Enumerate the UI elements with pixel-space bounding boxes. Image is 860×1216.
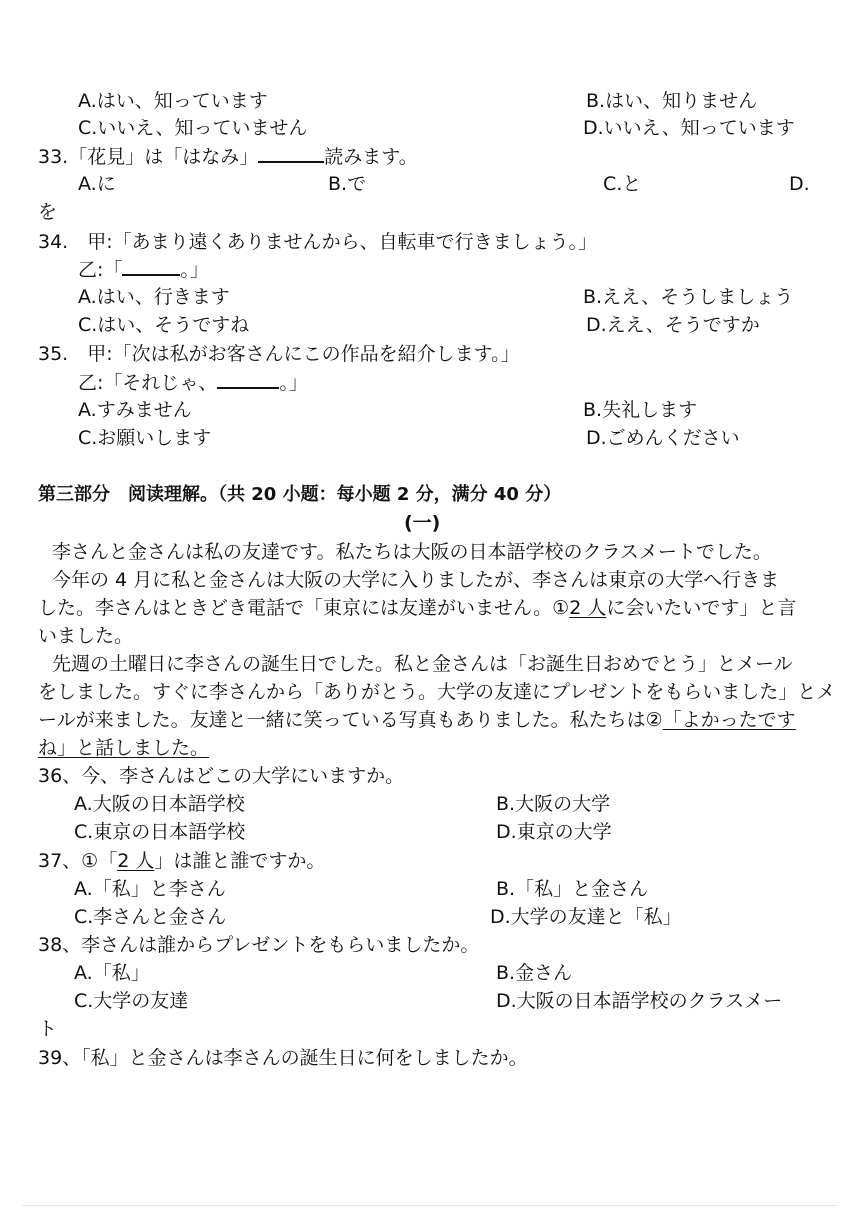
- q33-stem-text: 33.「花見」は「はなみ」: [38, 146, 259, 168]
- q32-option-d[interactable]: D.いいえ、知っています: [583, 117, 795, 139]
- q35-option-a[interactable]: A.すみません: [78, 399, 192, 421]
- q36-option-c[interactable]: C.東京の日本語学校: [74, 821, 246, 843]
- q38-stem: 38、李さんは誰からプレゼントをもらいましたか。: [38, 934, 480, 956]
- underlined-reference-2: 「よかったです: [662, 709, 796, 731]
- passage-paragraph-1: 李さんと金さんは私の友達です。私たちは大阪の日本語学校のクラスメートでした。: [52, 541, 772, 563]
- q39-stem: 39、「私」と金さんは李さんの誕生日に何をしましたか。: [38, 1047, 528, 1069]
- passage-paragraph-2-line-2: [38, 595, 796, 621]
- section-heading: 第三部分 阅读理解。（共 20 小题：每小题 2 分，满分 40 分）: [38, 484, 562, 505]
- passage-text: に会いたいです」と言: [606, 597, 797, 619]
- q34-option-d[interactable]: D.ええ、そうですか: [586, 314, 760, 336]
- passage-paragraph-3-line-2: をしました。すぐに李さんから「ありがとう。大学の友達にプレゼントをもらいました」とメ: [38, 681, 836, 703]
- q34-blank: [122, 256, 180, 276]
- q37-stem-tail: 」は誰と誰ですか。: [154, 850, 326, 872]
- q34-reply-open: 乙:「: [78, 259, 123, 281]
- q37-stem: [38, 848, 325, 874]
- passage-text: した。李さんはときどき電話で「東京には友達がいません。①: [38, 597, 570, 619]
- q33-option-a[interactable]: A.に: [78, 173, 116, 195]
- q36-option-a[interactable]: A.大阪の日本語学校: [74, 793, 245, 815]
- q34-option-b[interactable]: B.ええ、そうしましょう: [583, 286, 794, 308]
- passage-paragraph-3-line-4: [38, 735, 209, 761]
- q32-option-c[interactable]: C.いいえ、知っていません: [78, 117, 308, 139]
- q34-reply-close: 。」: [180, 259, 209, 281]
- q37-option-c[interactable]: C.李さんと金さん: [74, 906, 227, 928]
- page-bottom-rule: [22, 1205, 838, 1206]
- q37-stem-text: 37、①「: [38, 850, 118, 872]
- q34-reply: [78, 256, 209, 283]
- q35-stem: 35. 甲:「次は私がお客さんにこの作品を紹介します。」: [38, 343, 520, 365]
- q33-option-d-wrap: を: [38, 201, 58, 223]
- passage-paragraph-3-line-3: [38, 707, 796, 733]
- q37-option-a[interactable]: A.「私」と李さん: [74, 878, 226, 900]
- q33-stem: [38, 143, 418, 170]
- q33-option-b[interactable]: B.で: [328, 173, 367, 195]
- passage-text: ールが来ました。友達と一緒に笑っている写真もありました。私たちは②: [38, 709, 663, 731]
- passage-paragraph-3-line-1: 先週の土曜日に李さんの誕生日でした。私と金さんは「お誕生日おめでとう」とメール: [52, 653, 793, 675]
- q34-option-c[interactable]: C.はい、そうですね: [78, 314, 250, 336]
- q38-option-a[interactable]: A.「私」: [74, 962, 150, 984]
- underlined-reference-2-cont: ね」と話しました。: [38, 737, 210, 759]
- q36-stem: 36、今、李さんはどこの大学にいますか。: [38, 765, 405, 787]
- passage-number: (一): [404, 512, 441, 534]
- q35-option-c[interactable]: C.お願いします: [78, 427, 212, 449]
- q37-underlined-reference: 2 人: [117, 850, 155, 872]
- q34-stem: 34. 甲:「あまり遠くありませんから、自転車で行きましょう。」: [38, 231, 598, 253]
- q36-option-b[interactable]: B.大阪の大学: [496, 793, 611, 815]
- q35-reply-close: 。」: [279, 372, 308, 394]
- q35-blank: [217, 369, 279, 389]
- q35-reply: [78, 369, 308, 396]
- q37-option-d[interactable]: D.大学の友達と「私」: [490, 906, 682, 928]
- q34-option-a[interactable]: A.はい、行きます: [78, 286, 230, 308]
- q33-blank: [258, 143, 324, 163]
- q38-option-c[interactable]: C.大学の友達: [74, 990, 189, 1012]
- q36-option-d[interactable]: D.東京の大学: [496, 821, 612, 843]
- q33-option-c[interactable]: C.と: [603, 173, 642, 195]
- q38-option-d[interactable]: D.大阪の日本語学校のクラスメー: [496, 990, 783, 1012]
- q32-option-b[interactable]: B.はい、知りません: [586, 90, 758, 112]
- passage-paragraph-2-line-3: いました。: [38, 625, 134, 647]
- q32-option-a[interactable]: A.はい、知っています: [78, 90, 268, 112]
- q35-option-b[interactable]: B.失礼します: [583, 399, 698, 421]
- q35-reply-open: 乙:「それじゃ、: [78, 372, 218, 394]
- underlined-reference-1: 2 人: [569, 597, 607, 619]
- q35-option-d[interactable]: D.ごめんください: [586, 427, 740, 449]
- q37-option-b[interactable]: B.「私」と金さん: [496, 878, 649, 900]
- q33-option-d[interactable]: D.: [789, 173, 810, 195]
- q38-option-b[interactable]: B.金さん: [496, 962, 573, 984]
- q33-stem-tail: 読みます。: [324, 146, 418, 168]
- passage-paragraph-2-line-1: 今年の 4 月に私と金さんは大阪の大学に入りましたが、李さんは東京の大学へ行きま: [52, 569, 780, 591]
- q38-option-d-wrap: ト: [38, 1018, 58, 1040]
